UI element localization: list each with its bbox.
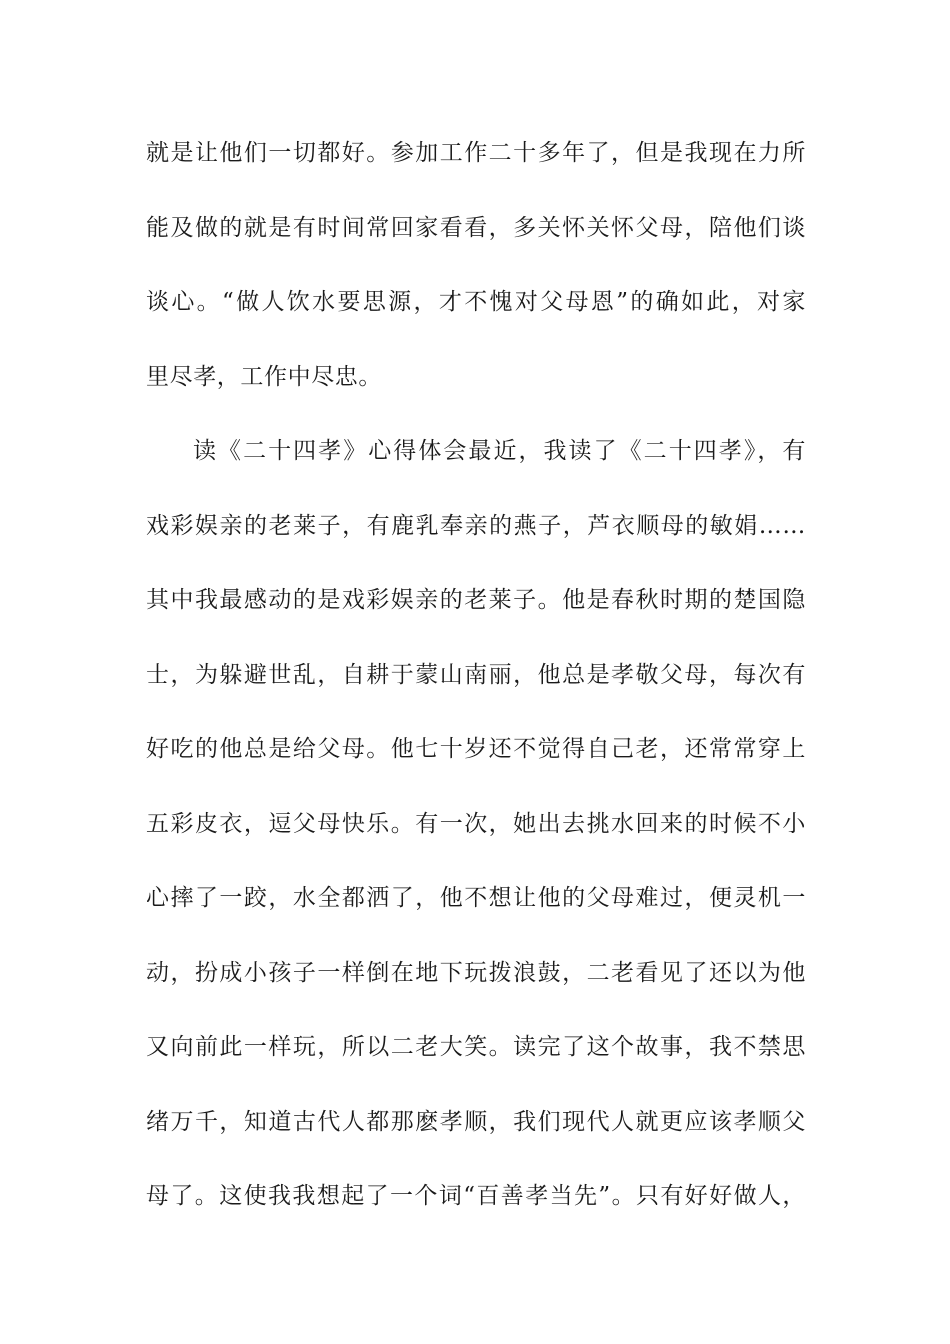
text-line: 谈心。“做人饮水要思源，才不愧对父母恩”的确如此，对家 <box>146 289 806 315</box>
text-line: 绪万千，知道古代人都那麽孝顺，我们现代人就更应该孝顺父 <box>146 1108 806 1135</box>
text-line: 士，为躲避世乱，自耕于蒙山南丽，他总是孝敬父母，每次有 <box>146 661 806 688</box>
body-text <box>146 128 806 1246</box>
text-line: 母了。这使我我想起了一个词“百善孝当先”。只有好好做人， <box>146 1183 806 1209</box>
text-line: 能及做的就是有时间常回家看看，多关怀关怀父母，陪他们谈 <box>146 214 806 241</box>
text-line: 里尽孝，工作中尽忠。 <box>146 363 382 390</box>
text-line: 就是让他们一切都好。参加工作二十多年了，但是我现在力所 <box>146 140 806 166</box>
text-line: 又向前此一样玩，所以二老大笑。读完了这个故事，我不禁思 <box>146 1034 806 1060</box>
text-line: 好吃的他总是给父母。他七十岁还不觉得自己老，还常常穿上 <box>146 736 806 762</box>
text-line: 动，扮成小孩子一样倒在地下玩拨浪鼓，二老看见了还以为他 <box>146 959 806 986</box>
text-line: 五彩皮衣，逗父母快乐。有一次，她出去挑水回来的时候不小 <box>146 810 806 837</box>
text-line: 戏彩娱亲的老莱子，有鹿乳奉亲的燕子，芦衣顺母的敏娟…… <box>146 512 806 539</box>
text-line: 其中我最感动的是戏彩娱亲的老莱子。他是春秋时期的楚国隐 <box>146 587 806 613</box>
text-line: 读《二十四孝》心得体会最近，我读了《二十四孝》，有 <box>193 438 806 464</box>
text-line: 心摔了一跤，水全都洒了，他不想让他的父母难过，便灵机一 <box>146 885 806 911</box>
